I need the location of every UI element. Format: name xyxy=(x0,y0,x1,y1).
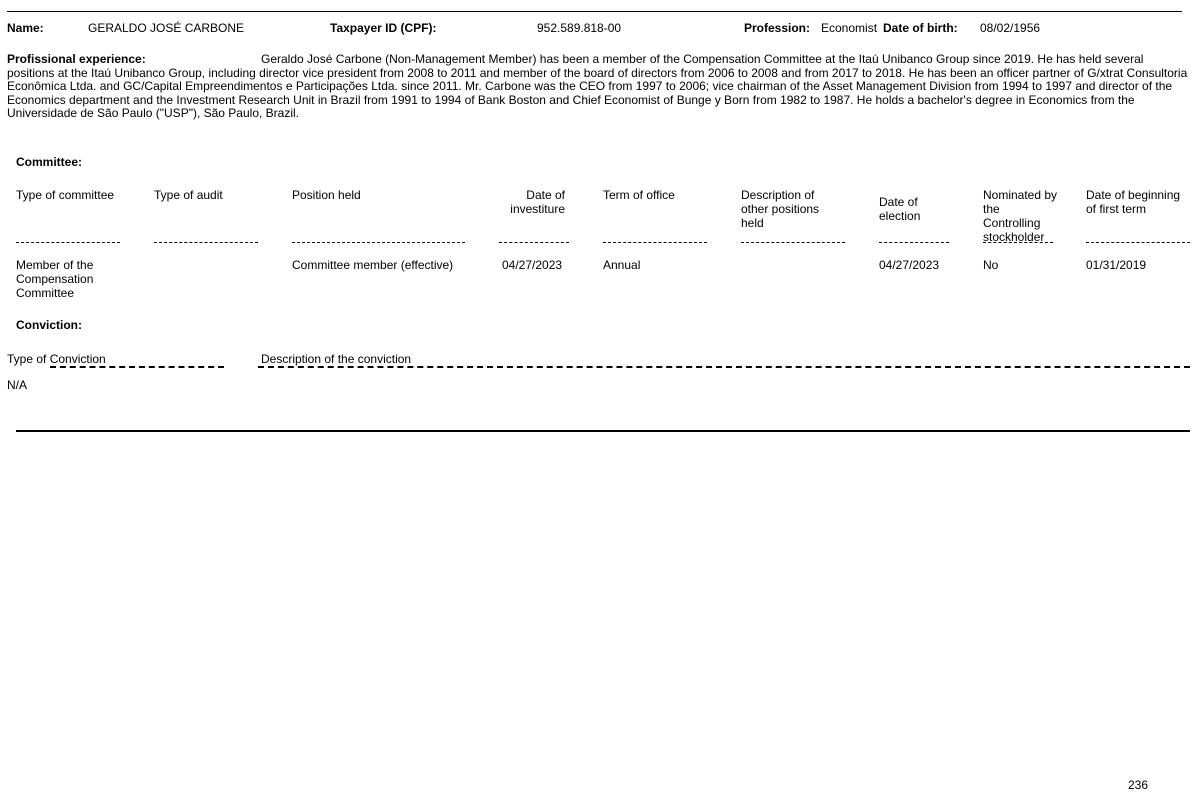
cell-term-of-office: Annual xyxy=(603,258,641,272)
conviction-col-description: Description of the conviction xyxy=(261,352,412,366)
col-header-type-of-committee: Type of committee xyxy=(16,188,115,202)
experience-label: Profissional experience: xyxy=(7,52,146,66)
cpf-label: Taxpayer ID (CPF): xyxy=(330,21,437,35)
col-divider xyxy=(499,242,569,243)
col-header-date-beginning-first-term: Date of beginning of first term xyxy=(1086,188,1181,216)
col-header-term-of-office: Term of office xyxy=(603,188,675,202)
profession-label: Profession: xyxy=(744,21,811,35)
cell-date-of-election: 04/27/2023 xyxy=(879,258,940,272)
top-rule xyxy=(7,11,1182,12)
experience-paragraph xyxy=(7,53,1192,121)
name-label: Name: xyxy=(7,21,44,35)
committee-title: Committee: xyxy=(16,155,83,169)
dob-value: 08/02/1956 xyxy=(980,21,1041,35)
conviction-value: N/A xyxy=(7,378,28,392)
page-number: 236 xyxy=(1128,778,1149,792)
name-value: GERALDO JOSÉ CARBONE xyxy=(88,21,245,35)
conviction-col-type: Type of Conviction xyxy=(7,352,106,366)
col-divider xyxy=(879,242,949,243)
col-header-position-held: Position held xyxy=(292,188,361,202)
conviction-title: Conviction: xyxy=(16,318,82,332)
cell-type-of-committee: Member of the Compensation Committee xyxy=(16,258,94,300)
conviction-description-divider xyxy=(258,366,1190,368)
col-header-type-of-audit: Type of audit xyxy=(154,188,223,202)
cpf-value: 952.589.818-00 xyxy=(537,21,622,35)
experience-text: Geraldo José Carbone (Non-Management Member) has been a member of the Compensation Committee at the Itaú Unibanco Group since 2019. He has held several positions at the Itaú Unibanco Group, including director vice president from 2008 to 2011 and member of the board of directors from 2006 to 2008 and from 2017 to 2018. He has been an officer partner of G/xtrat Consultoria Econômica Ltda. and GC/Capital Empreendimentos e Participações Ltda. since 2011. Mr. Carbone was the CEO from 1997 to 2006; vice chairman of the Asset Management Division from 1994 to 1997 and director of the Economics department and the Investment Research Unit in Brazil from 1991 to 1994 of Bank Boston and Chief Economist of Bunge y Born from 1982 to 1987. He holds a bachelor's degree in Economics from the Universidade de São Paulo ("USP"), São Paulo, Brazil. xyxy=(7,52,1188,121)
col-header-nominated-by-controlling: Nominated by the Controlling stockholder xyxy=(983,188,1058,244)
cell-position-held: Committee member (effective) xyxy=(292,258,454,272)
bottom-rule xyxy=(16,430,1190,432)
cell-date-of-investiture: 04/27/2023 xyxy=(502,258,563,272)
col-divider xyxy=(1086,242,1190,243)
dob-label: Date of birth: xyxy=(883,21,958,35)
col-divider xyxy=(741,242,845,243)
col-header-date-of-election: Date of election xyxy=(879,195,921,223)
col-divider xyxy=(983,242,1053,243)
profession-value: Economist xyxy=(821,21,878,35)
col-divider xyxy=(292,242,465,243)
cell-nominated-by-controlling: No xyxy=(983,258,999,272)
cell-date-beginning-first-term: 01/31/2019 xyxy=(1086,258,1147,272)
col-header-description-other-positions: Description of other positions held xyxy=(741,188,820,230)
col-divider xyxy=(154,242,258,243)
col-header-date-of-investiture: Date of investiture xyxy=(510,188,565,216)
col-divider xyxy=(16,242,120,243)
col-divider xyxy=(603,242,707,243)
conviction-type-divider xyxy=(50,366,224,368)
